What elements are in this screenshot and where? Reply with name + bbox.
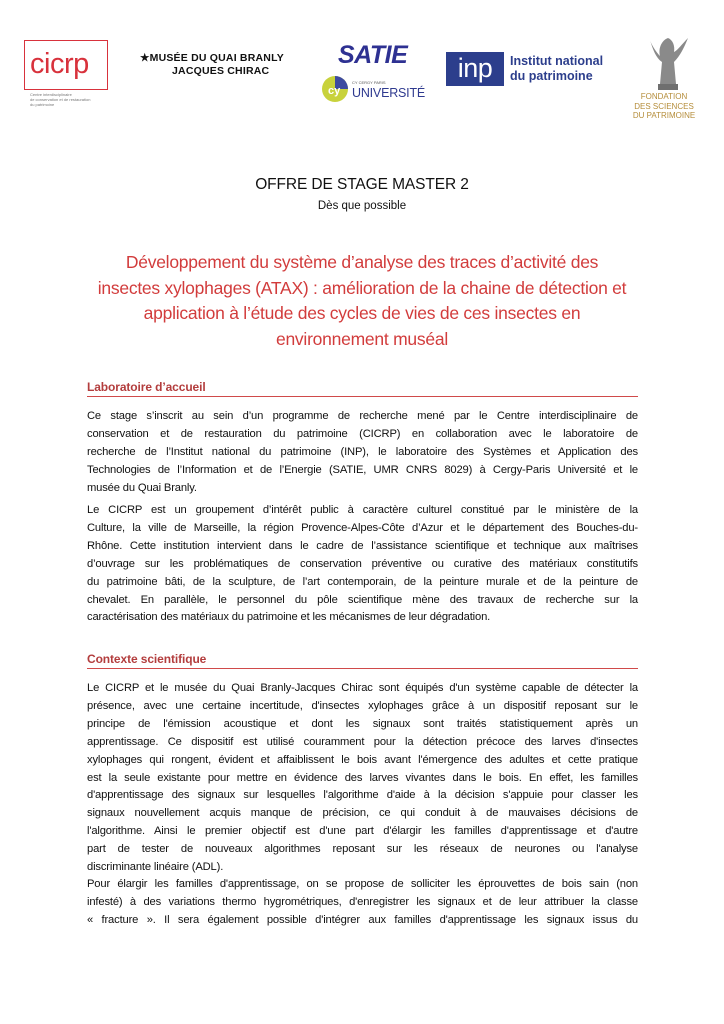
quai-branly-line1 <box>140 52 300 65</box>
text-line: principe de l'émission acoustique et dont les signaux sont traités statistiquement après un <box>87 717 638 730</box>
offer-subtitle: Dès que possible <box>317 200 407 212</box>
quai-branly-line2: JACQUES CHIRAC <box>172 65 270 77</box>
text-line: conservation et de restauration du patrimoine (CICRP) en collaboration avec le laboratoire de <box>87 427 638 440</box>
fsp-logo <box>628 34 700 126</box>
internship-title <box>90 250 634 352</box>
text-line: l'algorithme. Ainsi le premier objectif est d'une part d'élargir les familles d'apprentissage et d'autre <box>87 825 638 838</box>
text-line: du patrimoine bâti, de la sculpture, de l’art contemporain, de la peinture murale et de la peinture de <box>87 575 638 588</box>
satie-cy-logo <box>318 40 426 110</box>
lab-paragraph-2 <box>87 502 638 627</box>
text-line: d’ouvrage sur les problématiques de conservation préventive ou curative des matériaux constitutifs <box>87 557 638 570</box>
cy-university-icon <box>320 74 350 104</box>
cy-small-caption: CY CERGY PARIS <box>352 80 386 85</box>
text-line: xylophages qui rongent, évident et affaiblissent le bois avant l'émergence des adultes et cette pratique <box>87 753 638 766</box>
inp-logo-line2: du patrimoine <box>510 69 593 83</box>
cicrp-logo <box>24 40 112 108</box>
fsp-logo-line: DES SCIENCES <box>634 101 694 111</box>
text-line: infesté) à des variations thermo hygrométriques, d'enregistrer les signaux et de leur attribuer la classe <box>87 895 638 908</box>
text-line: d'apprentissage des signaux sur lesquelles l'algorithme d'aide à la décision s'appuie pour classer les <box>87 789 638 802</box>
text-line: présence, avec une certaine incertitude, d'insectes xylophages grâce à un dispositif reposant sur le <box>87 699 638 712</box>
cicrp-wordmark: cicrp <box>30 48 89 80</box>
cicrp-subtitle-line: de conservation et de restauration <box>30 97 91 102</box>
context-paragraph-2 <box>87 876 638 930</box>
text-line: recherche de l’Institut national du patrimoine (INP), le laboratoire des Systèmes et Application des <box>87 445 638 458</box>
section-heading-context: Contexte scientifique <box>87 652 638 669</box>
fsp-logo-text <box>628 92 700 121</box>
internship-title-line: application à l’étude des cycles de vies de ces insectes en <box>143 303 581 323</box>
text-line: caractérisation des matériaux du patrimoine et les mécanismes de leur dégradation. <box>87 611 491 624</box>
text-line: Le CICRP est un groupement d’intérêt public à caractère culturel constitué par le ministère de la <box>87 504 638 516</box>
star-icon: ★ <box>140 52 150 64</box>
internship-title-line: insectes xylophages (ATAX) : amélioration de la chaine de détection et <box>97 277 627 298</box>
cicrp-subtitle-line: Centre interdisciplinaire <box>30 92 72 97</box>
offer-title: OFFRE DE STAGE MASTER 2 <box>255 176 469 193</box>
context-paragraph-1 <box>87 680 638 877</box>
text-line: Le CICRP et le musée du Quai Branly-Jacques Chirac sont équipés d'un système capable de détecter la <box>87 682 638 694</box>
text-line: Technologies de l’Information et de l’Energie (SATIE, UMR CNRS 8029) à Cergy-Paris Université et le <box>87 463 638 476</box>
svg-text:cy: cy <box>328 85 341 97</box>
cy-university-label: UNIVERSITÉ <box>352 86 426 100</box>
section-heading-lab: Laboratoire d’accueil <box>87 380 638 397</box>
text-line: « fracture ». Il sera également possible d'intégrer aux familles d'apprentissage les signaux issus du <box>87 913 638 926</box>
fsp-logo-line: DU PATRIMOINE <box>632 111 696 120</box>
text-line: part de tester de nouveaux algorithmes reposant sur les réseaux de neurones ou l'analyse <box>87 843 638 856</box>
text-line: Pour élargir les familles d'apprentissage, on se propose de solliciter les éprouvettes de bois sain (non <box>87 878 638 890</box>
quai-branly-logo <box>140 52 300 78</box>
inp-logo-text <box>510 54 603 84</box>
inp-logo-box: inp <box>446 52 504 86</box>
text-line: Ce stage s’inscrit au sein d’un programme de recherche mené par le Centre interdisciplinaire de <box>87 410 638 422</box>
text-line: est la seule existante pour mettre en évidence des larves vivantes dans le bois. En effet, les familles <box>87 771 638 784</box>
satie-wordmark: SATIE <box>338 41 408 69</box>
text-line: musée du Quai Branly. <box>87 481 197 494</box>
lab-paragraph-1 <box>87 408 638 498</box>
text-line: discriminante linéaire (ADL). <box>87 861 224 874</box>
text-line: signaux nouvellement acquis manque de précision, ce qui conduit à de mauvaises décisions de <box>87 807 638 820</box>
text-line: apprentissage. Ce dispositif est utilisé couramment pour la détection précoce des larves d'insectes <box>87 735 638 748</box>
internship-title-line: environnement muséal <box>275 328 449 349</box>
inp-logo <box>446 48 626 88</box>
internship-title-line: Développement du système d’analyse des traces d’activité des <box>125 252 599 272</box>
text-line: chevalet. En parallèle, le personnel du pôle scientifique mène des travaux de recherche sur la <box>87 593 638 606</box>
inp-logo-line1: Institut national <box>510 54 604 68</box>
cicrp-subtitle-line: du patrimoine <box>30 102 55 107</box>
text-line: Culture, la ville de Marseille, la région Provence-Alpes-Côte d’Azur et le département des Bouches-du- <box>87 521 638 534</box>
text-line: Rhône. Cette institution intervient dans le cadre de l’assistance scientifique et technique aux maîtrises <box>87 539 638 552</box>
fsp-logo-line: FONDATION <box>640 92 688 101</box>
cicrp-subtitle <box>30 92 114 107</box>
winged-victory-statue-icon <box>648 34 690 90</box>
quai-branly-line1-text: MUSÉE DU QUAI BRANLY <box>149 52 284 64</box>
